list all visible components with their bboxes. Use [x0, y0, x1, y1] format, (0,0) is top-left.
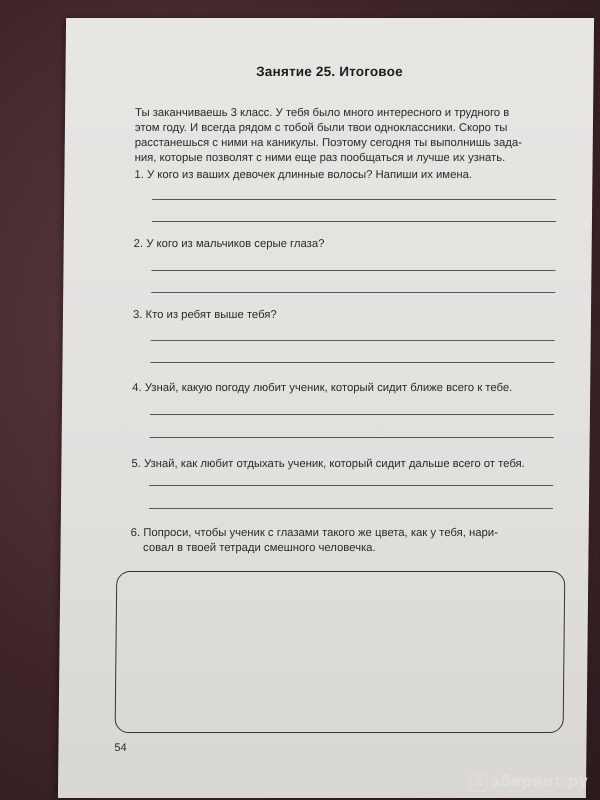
question-text: совал в твоей тетради смешного человечка. [130, 542, 376, 554]
question-6 [130, 526, 570, 556]
question-text: 2. У кого из мальчиков серые глаза? [133, 238, 325, 250]
question-text: 5. Узнай, как любит отдыхать ученик, который сидит дальше всего от тебя. [131, 458, 525, 470]
lesson-title: Занятие 25. Итоговое [256, 64, 403, 79]
watermark-text: абиринт.ру [490, 772, 588, 790]
question-1 [134, 168, 574, 183]
answer-line[interactable] [152, 199, 556, 200]
answer-line[interactable] [151, 340, 555, 341]
question-4 [132, 381, 572, 396]
question-3 [133, 308, 573, 323]
answer-line[interactable] [151, 270, 555, 271]
intro-line: расстанешься с ними на каникулы. Поэтому сегодня ты выполнишь зада- [134, 137, 522, 149]
intro-line: Ты заканчиваешь 3 класс. У тебя было много интересного и трудного в [135, 107, 510, 119]
question-text: 3. Кто из ребят выше тебя? [132, 309, 277, 321]
answer-line[interactable] [149, 485, 553, 486]
workbook-page [58, 18, 594, 798]
answer-line[interactable] [149, 508, 553, 509]
answer-line[interactable] [150, 362, 554, 363]
page-number: 54 [114, 742, 127, 754]
intro-line: ния, которые позволят с ними еще раз пообщаться и лучше их узнать. [134, 152, 506, 164]
question-text: 6. Попроси, чтобы ученик с глазами такого же цвета, как у тебя, нари- [130, 527, 498, 539]
question-2 [134, 237, 574, 252]
question-text: 4. Узнай, какую погоду любит ученик, который сидит ближе всего к тебе. [132, 382, 513, 394]
intro-paragraph [135, 106, 576, 166]
intro-line: этом году. И всегда рядом с тобой были твои одноклассники. Скоро ты [134, 122, 508, 134]
watermark [469, 772, 588, 792]
answer-line[interactable] [151, 292, 555, 293]
labirint-logo-icon: Л [469, 774, 487, 792]
answer-line[interactable] [150, 414, 554, 415]
answer-line[interactable] [152, 221, 556, 222]
question-5 [131, 457, 571, 472]
drawing-box[interactable] [115, 571, 566, 733]
question-text: 1. У кого из ваших девочек длинные волосы? Напиши их имена. [134, 169, 473, 181]
answer-line[interactable] [150, 437, 554, 438]
